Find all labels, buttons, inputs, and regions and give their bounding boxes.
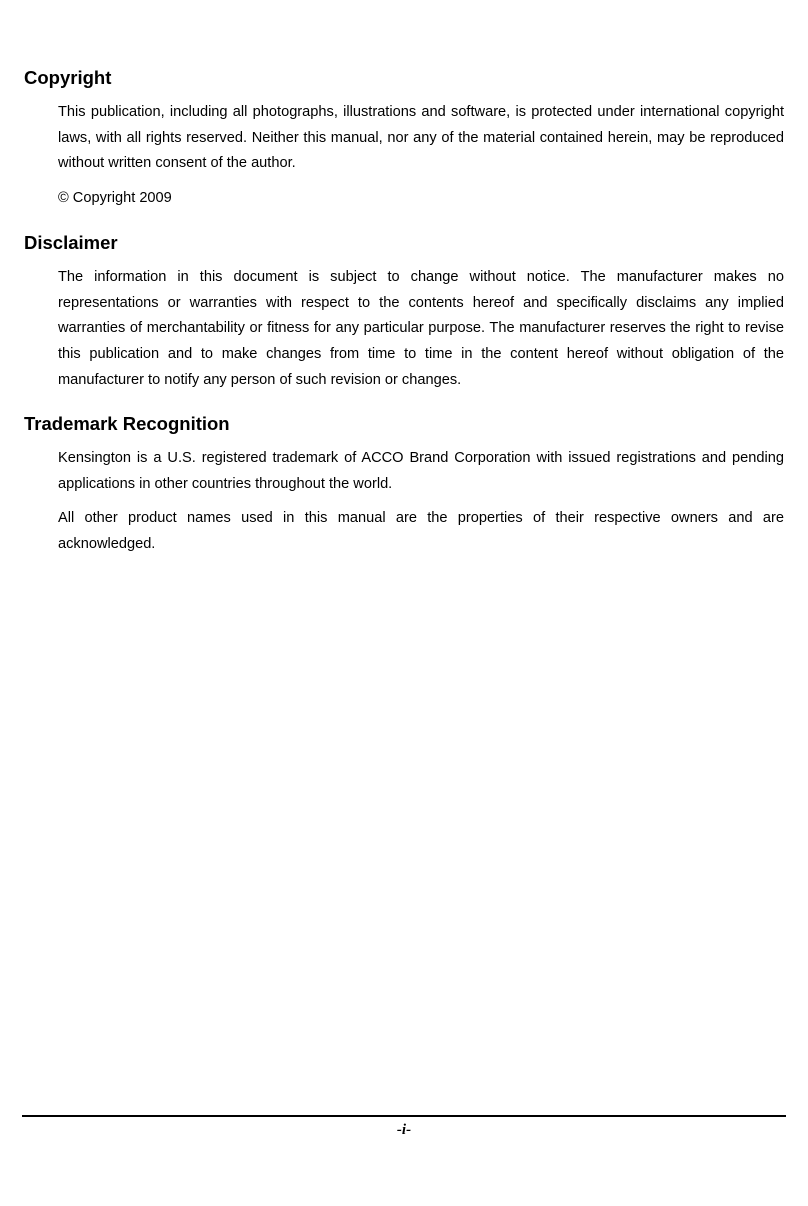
copyright-notice: © Copyright 2009 [58,190,172,207]
trademark-section [24,413,784,558]
copyright-section [24,67,784,212]
disclaimer-section [24,232,784,394]
disclaimer-paragraph: The information in this document is subject to change without notice. The manufacturer makes no representations or warranties with respect to the contents hereof and specifically disclaims any implied warranties of merchantability or fitness for any particular purpose. The manufacturer reserves the right to revise this publication and to make changes from time to time in the content hereof without obligation of the manufacturer to notify any person of such revision or changes. [58,269,784,388]
page-number: -i- [396,1122,412,1138]
trademark-paragraph-other-products: All other product names used in this manual are the properties of their respective owners and are acknowledged. [58,510,784,553]
disclaimer-heading: Disclaimer [24,232,118,253]
trademark-paragraph-kensington: Kensington is a U.S. registered trademark of ACCO Brand Corporation with issued registrations and pending applications in other countries throughout the world. [58,450,784,492]
copyright-paragraph: This publication, including all photographs, illustrations and software, is protected under international copyright laws, with all rights reserved. Neither this manual, nor any of the material contained herein, may be reproduced without written consent of the author. [58,104,784,172]
footer-divider [22,1115,786,1117]
copyright-heading: Copyright [24,67,112,88]
trademark-heading: Trademark Recognition [24,413,230,434]
